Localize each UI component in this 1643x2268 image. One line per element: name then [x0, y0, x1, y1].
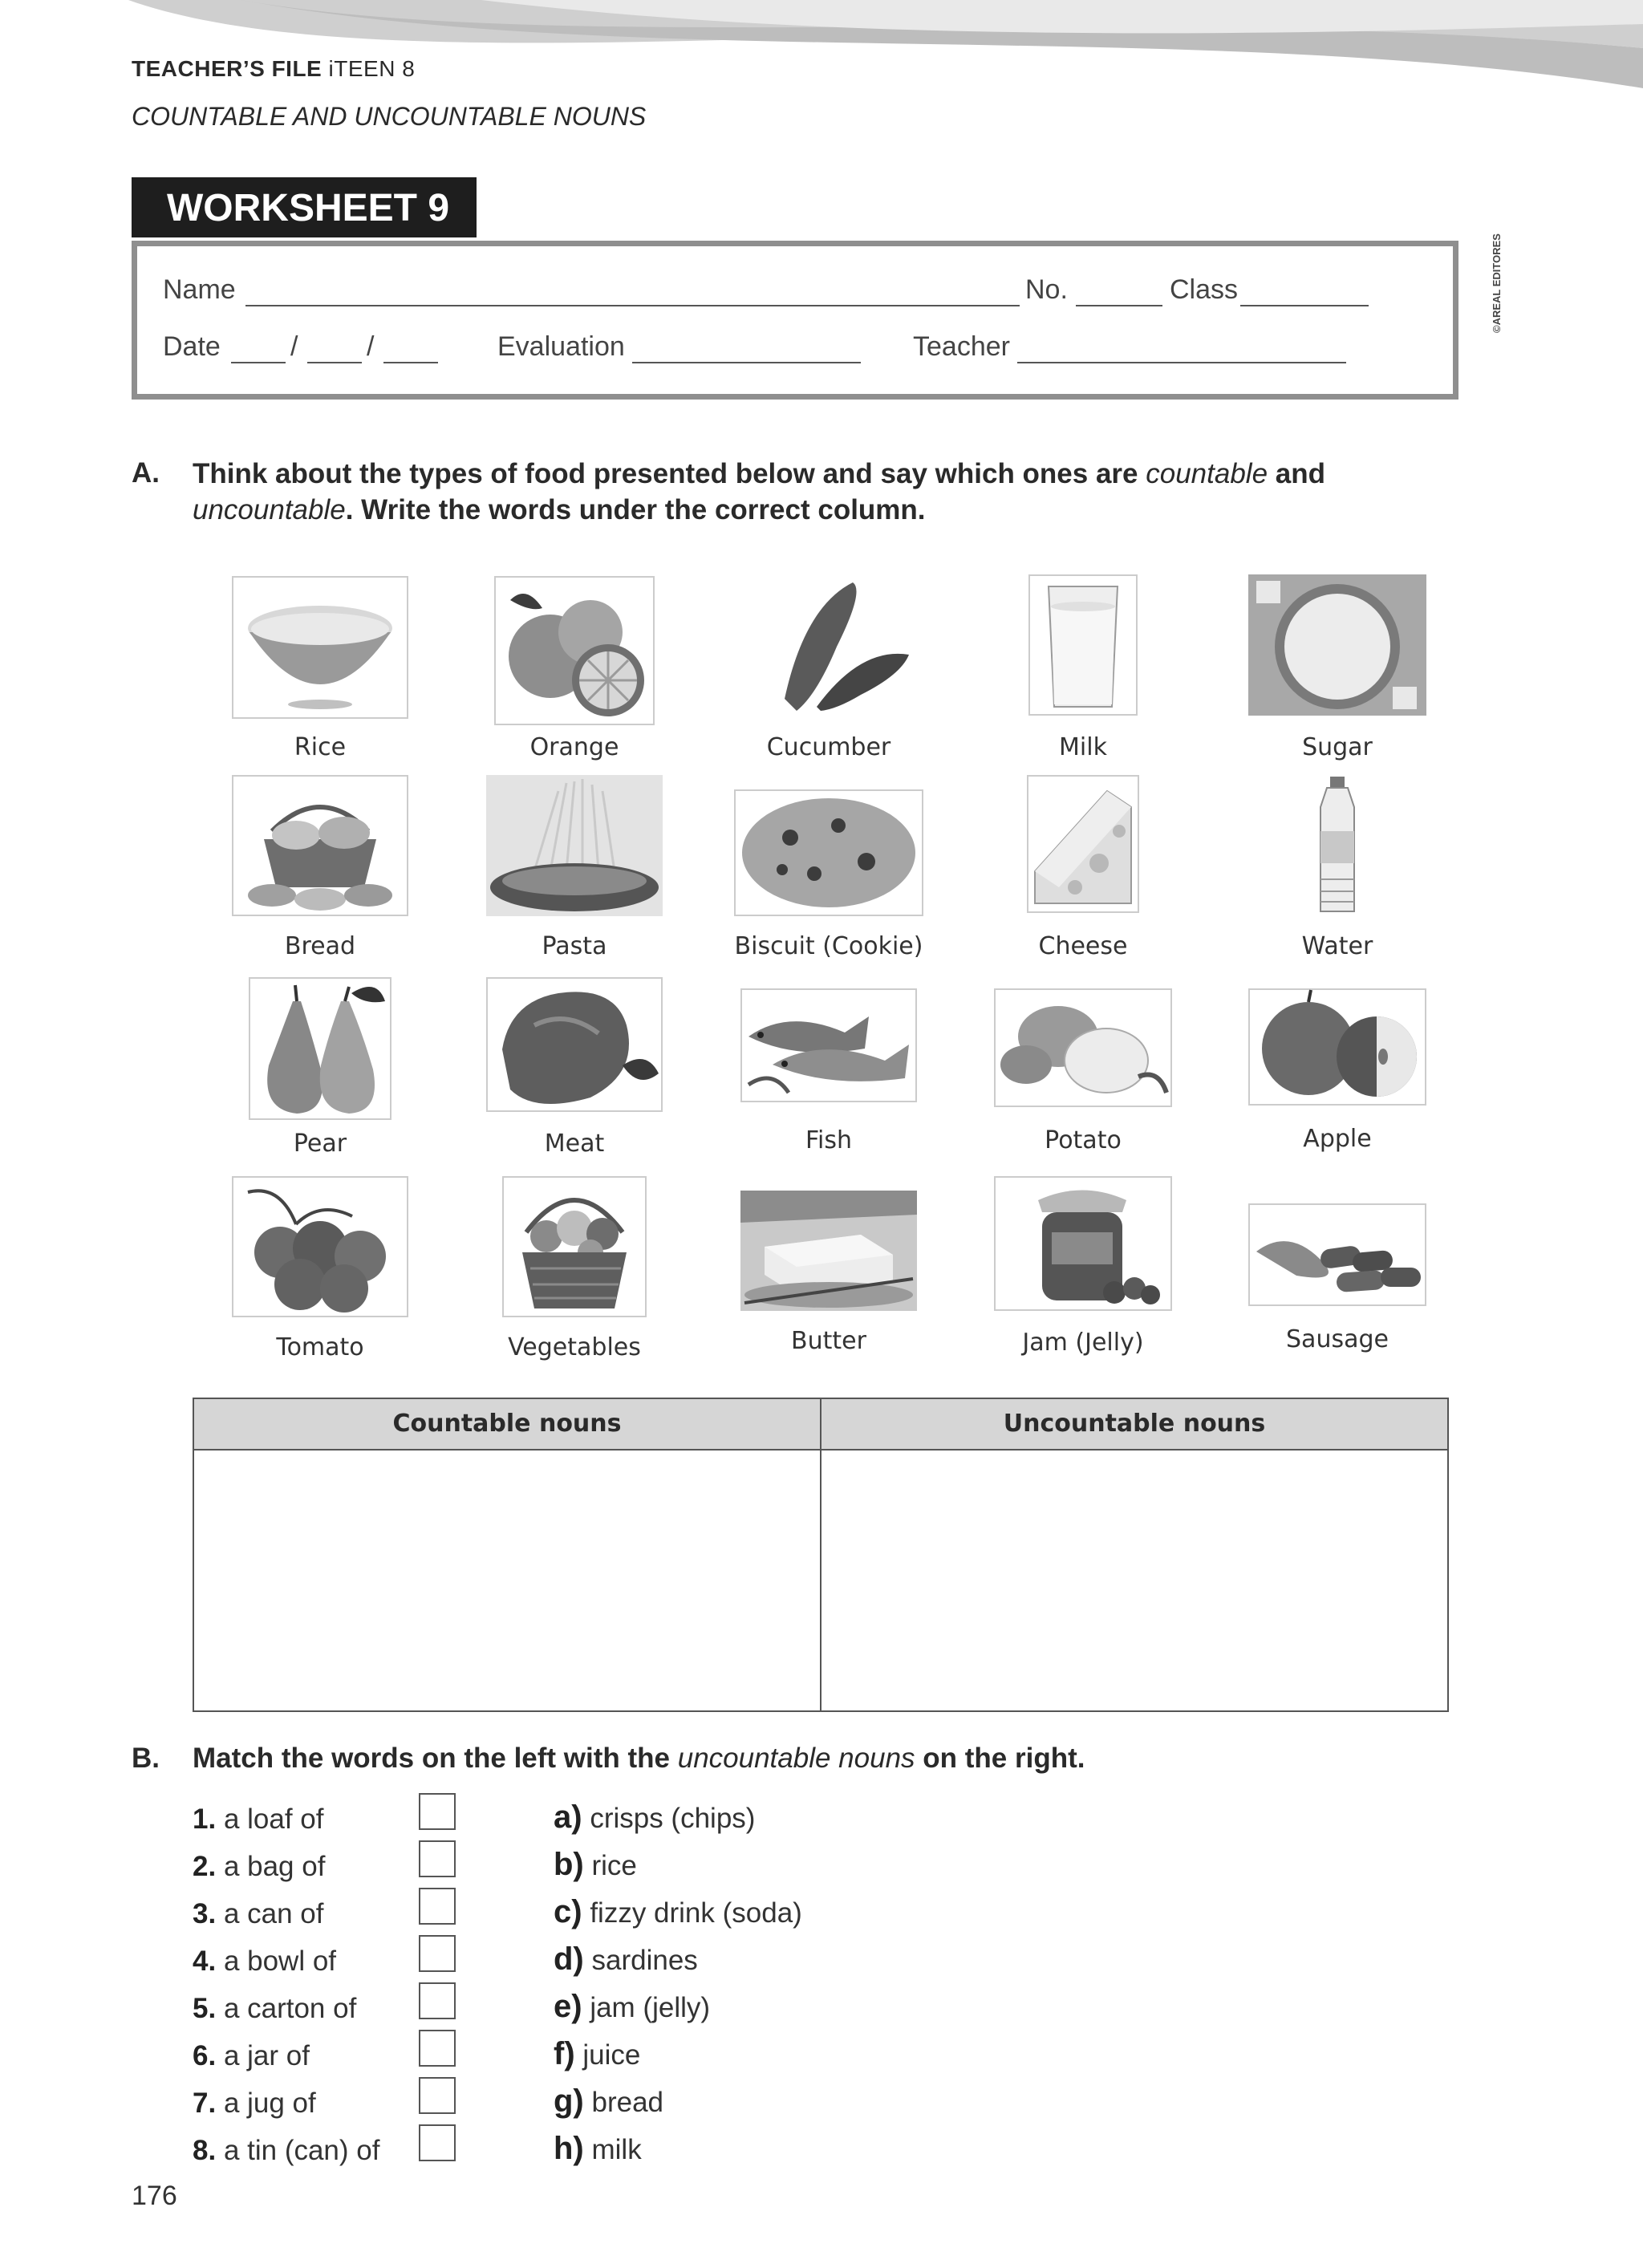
- item-number: 4.: [193, 1945, 217, 1977]
- food-item-tomato: [204, 1176, 436, 1361]
- countable-answer-area[interactable]: [194, 1450, 820, 1710]
- option-text: sardines: [591, 1945, 698, 1976]
- uncountable-answer-area[interactable]: [822, 1450, 1447, 1710]
- match-left-item: [193, 2087, 316, 2120]
- food-label-rice: Rice: [294, 733, 347, 761]
- section-b-letter: B.: [132, 1743, 160, 1774]
- header-swoosh-decoration: [0, 0, 1643, 104]
- food-item-sausage: [1221, 1203, 1454, 1353]
- answer-box-1[interactable]: [419, 1793, 456, 1830]
- item-text: a bowl of: [223, 1945, 337, 1977]
- food-item-milk: [967, 574, 1199, 761]
- food-label-meat: Meat: [544, 1130, 605, 1158]
- sugar-bowl-image: [1248, 574, 1426, 716]
- food-label-potato: Potato: [1045, 1126, 1122, 1154]
- item-text: a jug of: [223, 2087, 316, 2119]
- item-number: 2.: [193, 1851, 217, 1882]
- food-item-butter: [712, 1191, 945, 1355]
- match-right-item: [554, 2036, 640, 2072]
- match-right-item: [554, 1847, 637, 1883]
- item-text: a tin (can) of: [223, 2135, 380, 2166]
- item-text: a jar of: [223, 2040, 310, 2071]
- food-item-apple: [1221, 988, 1454, 1153]
- answer-box-7[interactable]: [419, 2077, 456, 2114]
- food-label-apple: Apple: [1303, 1125, 1372, 1153]
- tomato-image: [232, 1176, 408, 1317]
- section-b-instructions: [193, 1740, 1444, 1776]
- option-text: crisps (chips): [590, 1803, 756, 1834]
- food-item-potato: [967, 988, 1199, 1154]
- food-item-bread: [204, 775, 436, 960]
- instr-emphasis: countable: [1146, 458, 1268, 489]
- food-item-rice: [204, 576, 436, 761]
- match-left-item: [193, 2135, 379, 2167]
- match-right-item: [554, 2131, 642, 2167]
- date-month-field[interactable]: [307, 362, 362, 363]
- butter-image: [740, 1191, 917, 1311]
- match-left-item: [193, 1803, 323, 1836]
- food-label-water: Water: [1301, 932, 1373, 960]
- food-label-sausage: Sausage: [1286, 1325, 1389, 1353]
- header-series-bold: TEACHER’S FILE: [132, 56, 323, 81]
- class-label: Class: [1170, 274, 1239, 305]
- bread-basket-image: [232, 775, 408, 916]
- number-label: No.: [1025, 274, 1068, 305]
- match-left-item: [193, 1898, 323, 1930]
- answer-box-3[interactable]: [419, 1888, 456, 1925]
- food-label-sugar: Sugar: [1302, 733, 1373, 761]
- instr-text: Think about the types of food presented below and say which ones are: [193, 458, 1146, 489]
- food-item-water: [1221, 775, 1454, 960]
- food-item-orange: [458, 576, 691, 761]
- milk-glass-image: [1028, 574, 1138, 716]
- item-text: a can of: [223, 1898, 324, 1929]
- cheese-image: [1027, 775, 1139, 913]
- potato-image: [994, 988, 1172, 1107]
- food-label-fish: Fish: [805, 1126, 853, 1154]
- class-field[interactable]: [1240, 305, 1369, 306]
- answer-box-6[interactable]: [419, 2030, 456, 2067]
- name-field[interactable]: [245, 305, 1020, 306]
- teacher-label: Teacher: [913, 331, 1010, 362]
- option-letter: a): [554, 1799, 582, 1835]
- option-letter: h): [554, 2131, 584, 2166]
- match-left-item: [193, 1993, 356, 2025]
- item-number: 5.: [193, 1993, 217, 2024]
- worksheet-title: WORKSHEET 9: [132, 177, 477, 237]
- rice-bowl-image: [232, 576, 408, 719]
- food-item-pear: [204, 977, 436, 1158]
- answer-box-2[interactable]: [419, 1840, 456, 1877]
- match-right-item: [554, 1799, 755, 1836]
- countable-header: Countable nouns: [194, 1399, 820, 1450]
- name-label: Name: [163, 274, 236, 305]
- copyright-text: ©AREAL EDITORES: [1491, 233, 1503, 333]
- food-item-biscuit: [712, 789, 945, 960]
- section-a-letter: A.: [132, 457, 160, 489]
- teacher-field[interactable]: [1017, 362, 1346, 363]
- food-label-vegetables: Vegetables: [508, 1333, 641, 1361]
- item-text: a carton of: [223, 1993, 357, 2024]
- cucumber-image: [740, 574, 917, 717]
- option-letter: b): [554, 1847, 584, 1882]
- option-letter: c): [554, 1894, 582, 1929]
- food-item-meat: [458, 977, 691, 1158]
- food-item-pasta: [458, 775, 691, 960]
- instr-text: on the right.: [915, 1743, 1085, 1774]
- food-item-sugar: [1221, 574, 1454, 761]
- number-field[interactable]: [1076, 305, 1162, 306]
- food-label-orange: Orange: [529, 733, 619, 761]
- orange-image: [494, 576, 655, 725]
- section-a-instructions: [193, 456, 1444, 528]
- noun-sort-table: [193, 1398, 1449, 1712]
- instr-text: . Write the words under the correct column.: [345, 494, 926, 525]
- date-day-field[interactable]: [231, 362, 286, 363]
- option-letter: f): [554, 2036, 575, 2071]
- fish-image: [740, 988, 917, 1102]
- food-label-milk: Milk: [1059, 733, 1107, 761]
- copyright-notice: [1473, 233, 1503, 337]
- pear-image: [249, 977, 391, 1120]
- option-text: jam (jelly): [590, 1992, 711, 2023]
- option-letter: d): [554, 1941, 584, 1977]
- item-number: 7.: [193, 2087, 217, 2119]
- food-label-jam: Jam (Jelly): [1022, 1329, 1144, 1357]
- answer-box-8[interactable]: [419, 2124, 456, 2161]
- vegetable-basket-image: [502, 1176, 647, 1317]
- evaluation-label: Evaluation: [497, 331, 625, 362]
- option-letter: e): [554, 1989, 582, 2024]
- pasta-image: [486, 775, 663, 916]
- item-number: 6.: [193, 2040, 217, 2071]
- match-right-item: [554, 1989, 710, 2025]
- food-label-cheese: Cheese: [1038, 932, 1128, 960]
- answer-box-4[interactable]: [419, 1935, 456, 1972]
- option-text: milk: [591, 2134, 642, 2165]
- food-item-jam: [967, 1176, 1199, 1357]
- answer-box-5[interactable]: [419, 1982, 456, 2019]
- food-label-pear: Pear: [293, 1130, 347, 1158]
- food-label-biscuit: Biscuit (Cookie): [734, 932, 923, 960]
- match-right-item: [554, 1941, 698, 1978]
- item-number: 8.: [193, 2135, 217, 2166]
- option-text: rice: [591, 1850, 637, 1881]
- match-left-item: [193, 1851, 325, 1883]
- date-label: Date: [163, 331, 221, 362]
- option-text: juice: [582, 2039, 641, 2071]
- page-number: 176: [132, 2181, 177, 2211]
- food-item-cheese: [967, 775, 1199, 960]
- apple-image: [1248, 988, 1426, 1106]
- instr-emphasis: uncountable: [193, 494, 346, 525]
- item-number: 1.: [193, 1803, 217, 1835]
- date-separator: /: [290, 331, 298, 362]
- header-topic: COUNTABLE AND UNCOUNTABLE NOUNS: [132, 102, 647, 131]
- item-text: a bag of: [223, 1851, 326, 1882]
- cookie-image: [734, 789, 923, 916]
- match-right-item: [554, 2083, 663, 2120]
- food-label-cucumber: Cucumber: [766, 733, 891, 761]
- food-label-pasta: Pasta: [542, 932, 607, 960]
- food-item-fish: [712, 988, 945, 1154]
- item-text: a loaf of: [223, 1803, 324, 1835]
- water-bottle-image: [1309, 775, 1365, 916]
- instr-text: Match the words on the left with the: [193, 1743, 678, 1774]
- instr-text: and: [1268, 458, 1325, 489]
- evaluation-field[interactable]: [632, 362, 861, 363]
- student-info-form: [132, 241, 1458, 400]
- option-text: bread: [591, 2087, 664, 2118]
- match-left-item: [193, 2040, 310, 2072]
- food-label-tomato: Tomato: [276, 1333, 364, 1361]
- food-item-vegetables: [458, 1176, 691, 1361]
- food-item-cucumber: [712, 574, 945, 761]
- match-left-item: [193, 1945, 336, 1978]
- food-label-bread: Bread: [284, 932, 356, 960]
- uncountable-header: Uncountable nouns: [822, 1399, 1447, 1450]
- meat-image: [486, 977, 663, 1112]
- date-year-field[interactable]: [383, 362, 438, 363]
- sausage-image: [1248, 1203, 1426, 1306]
- item-number: 3.: [193, 1898, 217, 1929]
- instr-emphasis: uncountable nouns: [677, 1743, 915, 1774]
- food-label-butter: Butter: [791, 1327, 866, 1355]
- header-series: [132, 56, 415, 82]
- date-separator: /: [367, 331, 375, 362]
- option-letter: g): [554, 2083, 584, 2119]
- option-text: fizzy drink (soda): [590, 1897, 802, 1929]
- match-right-item: [554, 1894, 802, 1930]
- header-series-rest: iTEEN 8: [328, 56, 416, 81]
- jam-jar-image: [994, 1176, 1172, 1311]
